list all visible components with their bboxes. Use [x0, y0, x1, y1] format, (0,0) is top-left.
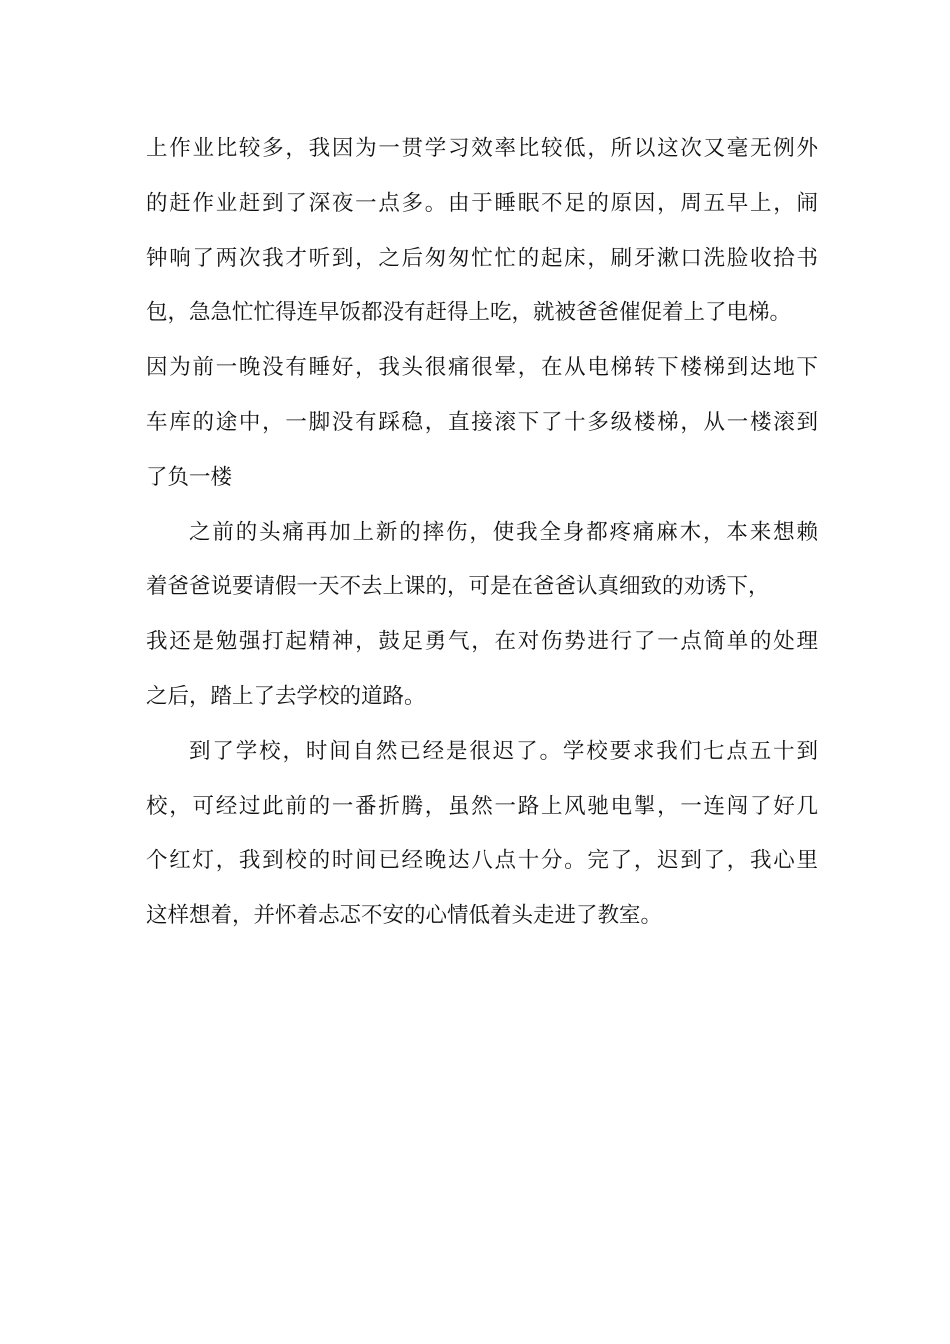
- document-body: [146, 122, 818, 944]
- paragraph-2-line-1: 之前的头痛再加上新的摔伤，使我全身都疼痛麻木，本来想赖: [189, 519, 818, 545]
- paragraph-1-line-3: 钟响了两次我才听到，之后匆匆忙忙的起床，刷牙漱口洗脸收拾书: [146, 245, 818, 271]
- paragraph-3-line-4: 这样想着，并怀着忐忑不安的心情低着头走进了教室。: [146, 903, 663, 929]
- paragraph-1-line-1: 上作业比较多，我因为一贯学习效率比较低，所以这次又毫无例外: [146, 136, 818, 161]
- paragraph-1-line-6: 车库的途中，一脚没有踩稳，直接滚下了十多级楼梯，从一楼滚到: [146, 409, 818, 435]
- paragraph-2-line-3: 我还是勉强打起精神，鼓足勇气，在对伤势进行了一点简单的处理: [146, 629, 818, 655]
- paragraph-1-line-5: 因为前一晚没有睡好，我头很痛很晕，在从电梯转下楼梯到达地下: [146, 355, 818, 381]
- paragraph-2-line-2: 着爸爸说要请假一天不去上课的，可是在爸爸认真细致的劝诱下，: [146, 574, 770, 600]
- paragraph-1-line-4: 包，急急忙忙得连早饭都没有赶得上吃，就被爸爸催促着上了电梯。: [146, 300, 792, 326]
- paragraph-2-line-4: 之后，踏上了去学校的道路。: [146, 683, 426, 709]
- paragraph-3-line-1: 到了学校，时间自然已经是很迟了。学校要求我们七点五十到: [189, 738, 818, 764]
- paragraph-3-line-3: 个红灯，我到校的时间已经晚达八点十分。完了，迟到了，我心里: [146, 848, 818, 874]
- paragraph-3-line-2: 校，可经过此前的一番折腾，虽然一路上风驰电掣，一连闯了好几: [146, 793, 818, 819]
- paragraph-1-line-2: 的赶作业赶到了深夜一点多。由于睡眠不足的原因，周五早上，闹: [146, 190, 818, 216]
- paragraph-1-line-7: 了负一楼: [146, 464, 233, 490]
